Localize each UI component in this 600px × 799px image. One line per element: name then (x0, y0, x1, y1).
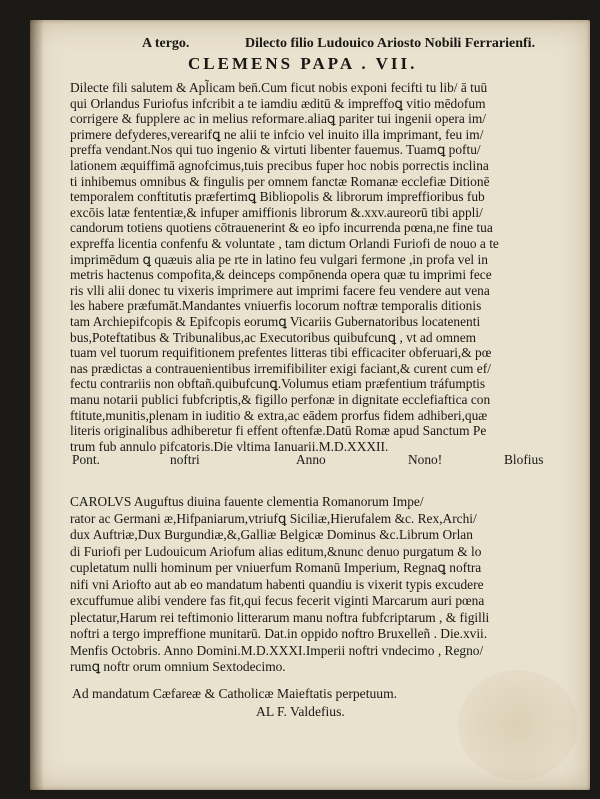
brief-line: ti inhibemus omnibus & fingulis per omnem fanctæ Romanæ ecclefiæ Ditionē (70, 173, 490, 189)
mandate-signature: AL F. Valdefius. (256, 704, 345, 719)
mandate-line: Ad mandatum Cæfareæ & Catholicæ Maieftatis perpetuum. (72, 686, 398, 701)
brief-line: imprimēdum ꝗ quæuis alia pe rte in latino feu vulgari fermone ,in profa vel in (70, 251, 488, 267)
brief-line: nas prædictas a contrauenientibus irremifibiliter exigi faciant,& curent cum ef/ (70, 360, 491, 376)
brief-line: tuam vel tuorum requifitionem prefentes litteras tibi efficaciter obferuari,& pœ (70, 345, 492, 361)
charter-line: cupletatum nulli hominum per vniuerfum Romanū Imperium, Regnaꝗ noftra (70, 560, 482, 575)
brief-line: ftitute,munitis,plenam in iuditio & extra,ac eādem prorfus fidem adhiberi,quæ (70, 407, 488, 423)
charter-line: plectatur,Harum rei teftimonio litterarum manu noftra fubfcriptarum , & figilli (70, 609, 490, 625)
brief-line: candorum totiens quotiens cōtrauenerint & eo ipfo incurrenda pœna,ne fine tua (70, 220, 493, 236)
brief-line: trum fub annulo pifcatoris.Die vltima Ianuarii.M.D.XXXII. (70, 438, 389, 454)
brief-line: primere defyderes,verearifꝗ ne alii te infcio vel inuito illa imprimant, feu im/ (70, 126, 484, 142)
charter-line: rator ac Germani æ,Hifpaniarum,vtriufꝗ Siciliæ,Hierufalem &c. Rex,Archi/ (70, 510, 477, 526)
brief-line: ris vlli alii donec tu vixeris imprimere aut imprimi facere feu vendere aut vena (70, 282, 490, 298)
brief-line: literis originalibus adhiberetur fi effent oftenfæ.Datū Romæ apud Sanctum Pe (70, 423, 487, 439)
charter-line: dux Auftriæ,Dux Burgundiæ,&,Galliæ Belgicæ Dominus &c.Librum Orlan (70, 527, 473, 542)
brief-line: manu notarii publici fubfcriptis,& figillo perfonæ in dignitate ecclefiaftica con (70, 392, 491, 407)
header-address: Dilecto filio Ludouico Ariosto Nobili Ferrarienfi. (245, 36, 536, 51)
signature-anno: Anno (296, 452, 326, 467)
brief-line: bus,Poteftatibus & Tribunalibus,ac Executoribus quibufcunꝗ , vt ad omnem (70, 329, 477, 345)
brief-line: temporalem conftitutis præfertimꝗ Bibliopolis & librorum impreffioribus fub (70, 189, 485, 205)
charter-line: noftri a tergo impreffione munitarū. Dat.in oppido noftro Bruxelleñ . Die.xvii. (70, 626, 488, 641)
brief-line: les habere præfumāt.Mandantes vniuerfis locorum noftræ temporalis ditionis (70, 298, 482, 314)
charter-line: rumꝗ noftr orum omnium Sextodecimo. (70, 659, 286, 674)
page-title: CLEMENS PAPA . VII. (188, 54, 418, 73)
brief-line: fectu contrariis non obftañ.quibufcunꝗ.Volumus etiam præfentium tráfumptis (70, 376, 486, 392)
charter-line: Menfis Octobris. Anno Domini.M.D.XXXI.Imperii noftri vndecimo , Regno/ (70, 642, 484, 658)
brief-line: corrigere & fupplere ac in melius reformare.aliaꝗ pariter tui ingenii opera im/ (70, 111, 486, 127)
brief-line: lationem æquiffimā agnofcimus,tuis precibus fuper hoc nobis porrectis inclina (70, 158, 489, 173)
charter-line: CAROLVS Auguftus diuina fauente clementia Romanorum Impe/ (70, 494, 424, 509)
brief-line: tam Archiepifcopis & Epifcopis eorumꝗ Vicariis Gubernatoribus locatenenti (70, 314, 481, 329)
charter-line: nifi vni Ariofto aut ab eo mandatum habenti quandiu is vixerit typis excudere (70, 576, 484, 592)
brief-line: Dilecte fili salutem & Apl̃icam ben̄.Cum ficut nobis exponi fecifti tu lib/ ā tuū (70, 80, 488, 95)
brief-line: expreffa licentia confenfu & voluntate , tam dictum Orlandi Furiofi de nouo a te (70, 236, 499, 251)
charter-line: excuffumue alibi vendere fas fit,qui fecus fecerit viginti Marcarum auri pœna (70, 593, 485, 608)
brief-line: metris hactenus compofita,& deinceps compōnenda opera quæ tu imprimi fece (70, 267, 492, 283)
charter-line: di Furiofi per Ludouicum Ariofum alias editum,&nunc denuo purgatum & lo (70, 543, 482, 559)
signature-pont: Pont. (72, 452, 100, 467)
signature-blosius: Blofius (504, 452, 544, 467)
brief-line: preffa vendant.Nos qui tuo ingenio & virtuti libenter fauemus. Tuamꝗ poftu/ (70, 142, 481, 158)
header-location: A tergo. (142, 36, 190, 51)
signature-nono: Nono! (408, 452, 443, 467)
page-stain (458, 670, 578, 780)
book-page (30, 20, 590, 790)
page-gutter-shadow (30, 20, 44, 790)
signature-nostri: noftri (170, 452, 200, 467)
brief-line: qui Orlandus Furiofus infcribit a te iamdiu æditū & impreffoꝗ vitio mēdofum (70, 95, 486, 111)
brief-line: excōis latæ fententiæ,& infuper amiffionis librorum &.xxv.aureorū tibi appli/ (70, 204, 483, 220)
